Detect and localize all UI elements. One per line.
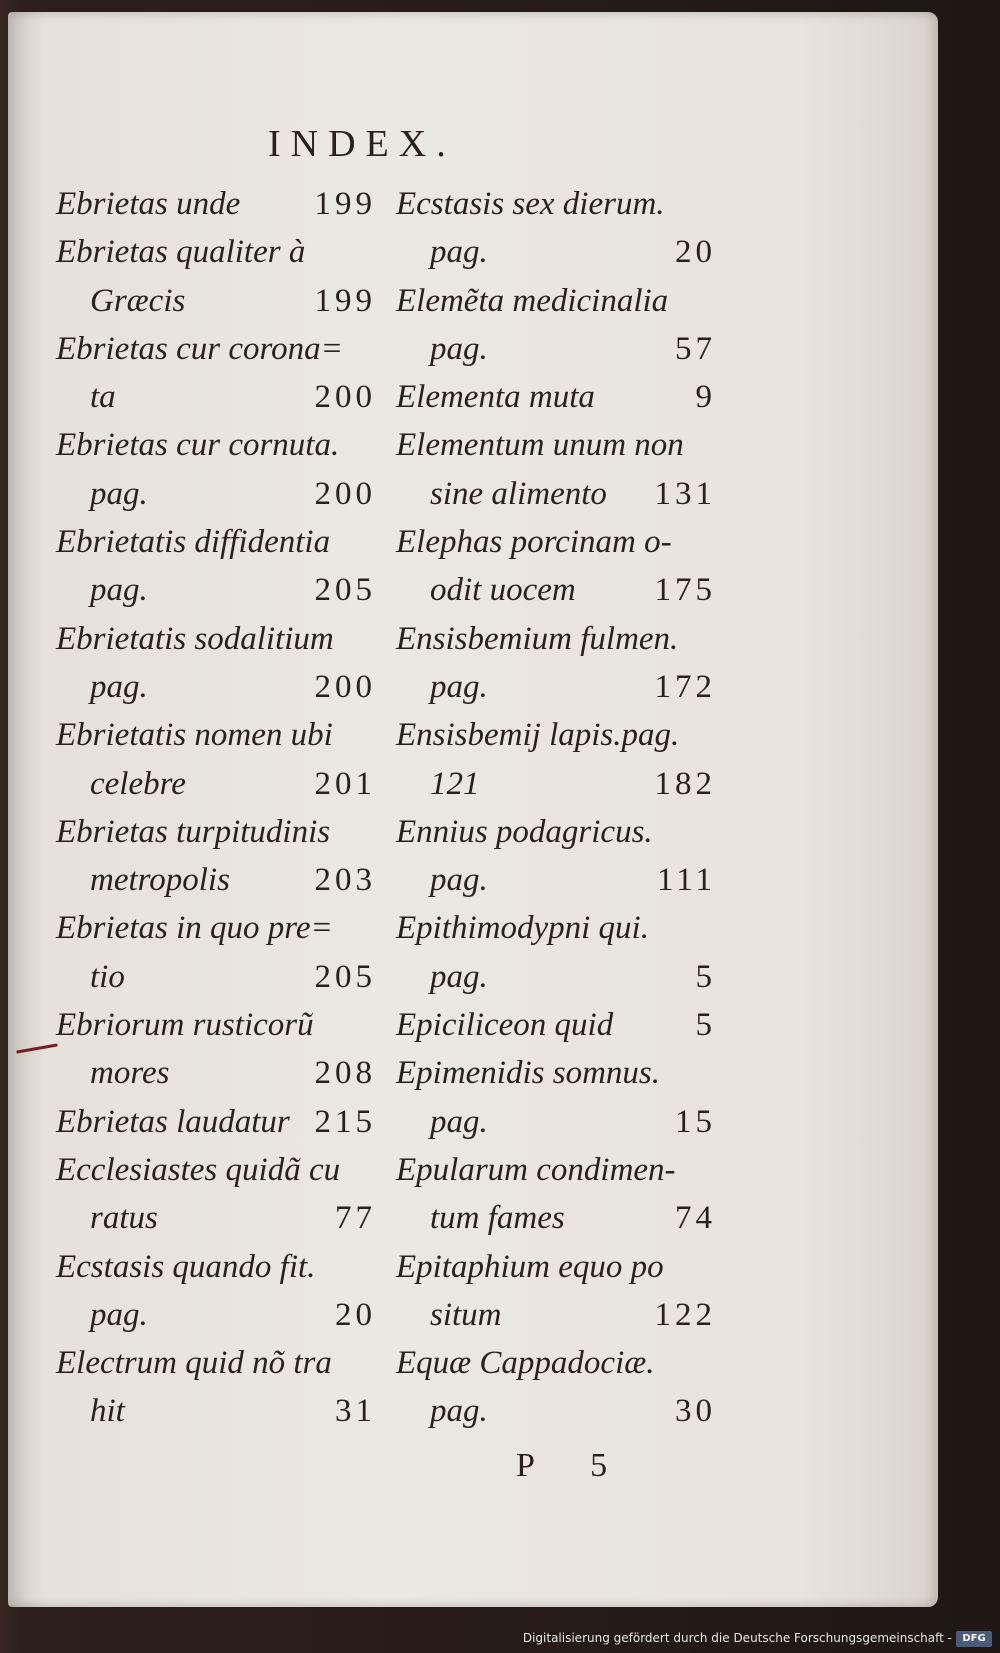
index-entry-line [56,1146,376,1194]
index-entry-text: pag. [430,1103,488,1140]
index-entry-text: Ebrietatis sodalitium [56,620,334,657]
index-entry-page: 205 [314,958,376,995]
index-entry-page: 122 [654,1296,716,1333]
index-entry-text: pag. [430,668,488,705]
index-entry-line [396,904,716,952]
index-entry-page: 31 [335,1393,376,1430]
index-entry-text: sine alimento [430,475,607,512]
index-entry-line [396,1001,716,1049]
index-entry-page: 205 [314,572,376,609]
index-entry-text: hit [90,1393,125,1430]
index-entry-text: Ecstasis quando fit. [56,1248,316,1285]
index-entry-page: 208 [314,1055,376,1092]
index-entry-line [56,711,376,759]
index-column-right [396,180,716,1436]
index-entry-text: celebre [90,765,186,802]
index-entry-line [396,615,716,663]
index-entry-page: 5 [695,958,716,995]
index-entry-text: Ebrietas cur cornuta. [56,427,340,464]
index-entry-line [396,663,716,711]
index-entry-text: pag. [430,1393,488,1430]
index-entry-line [56,808,376,856]
index-entry-text: tum fames [430,1200,565,1237]
index-entry-page: 182 [654,765,716,802]
index-entry-text: Epiciliceon quid [396,1007,614,1044]
signature-mark: P 5 [516,1447,632,1484]
index-entry-page: 9 [695,379,716,416]
index-entry-text: pag. [90,572,148,609]
index-entry-text: Epularum condimen- [396,1151,676,1188]
index-entry-line [56,566,376,614]
index-entry-page: 111 [656,862,716,899]
index-entry-text: Ebrietas cur corona= [56,330,343,367]
index-entry-line [56,1049,376,1097]
index-entry-text: Ensisbemium fulmen. [396,620,679,657]
index-entry-page: 200 [314,668,376,705]
index-entry-text: Epitaphium equo po [396,1248,664,1285]
index-entry-text: 121 [430,765,480,802]
index-entry-text: pag. [430,958,488,995]
index-entry-line [396,373,716,421]
index-entry-line [56,1339,376,1387]
index-entry-line [56,953,376,1001]
index-entry-line [56,1243,376,1291]
index-entry-text: Equæ Cappadociæ. [396,1345,655,1382]
index-entry-line [56,180,376,228]
index-entry-line [56,228,376,276]
index-entry-page: 20 [675,234,716,271]
index-entry-line [56,1291,376,1339]
index-entry-text: pag. [90,1296,148,1333]
index-entry-line [56,277,376,325]
index-entry-text: pag. [430,234,488,271]
index-entry-page: 200 [314,475,376,512]
index-entry-text: Ensisbemij lapis.pag. [396,717,680,754]
index-entry-line [396,856,716,904]
index-entry-text: odit uocem [430,572,576,609]
index-entry-text: pag. [430,330,488,367]
index-entry-line [56,421,376,469]
index-entry-text: Ebrietatis nomen ubi [56,717,333,754]
index-entry-text: Elemẽta medicinalia [396,282,669,319]
index-entry-line [56,470,376,518]
index-entry-text: Epithimodypni qui. [396,910,649,947]
margin-pen-mark [16,1043,58,1053]
index-entry-text: Ebrietas unde [56,186,241,222]
index-column-left [56,180,376,1436]
index-entry-text: Ebrietas in quo pre= [56,910,333,947]
index-entry-page: 20 [335,1296,376,1333]
index-entry-text: tio [90,958,125,995]
index-entry-line [396,1243,716,1291]
index-entry-page: 201 [314,765,376,802]
index-entry-text: pag. [90,475,148,512]
index-entry-page: 131 [654,475,716,512]
index-entry-line [56,1001,376,1049]
index-entry-line [396,1098,716,1146]
index-entry-line [396,470,716,518]
index-entry-line [56,760,376,808]
page-title: INDEX. [268,123,456,165]
index-entry-line [396,808,716,856]
index-entry-text: Ecstasis sex dierum. [396,186,665,222]
index-entry-text: mores [90,1055,170,1092]
index-entry-line [396,760,716,808]
index-entry-text: Ecclesiastes quidã cu [56,1151,341,1188]
dfg-logo: DFG [956,1631,992,1647]
index-entry-line [396,1146,716,1194]
index-entry-line [56,663,376,711]
index-entry-text: Elementa muta [396,379,595,416]
index-entry-line [56,1194,376,1242]
index-entry-line [396,180,716,228]
index-entry-line [396,1049,716,1097]
index-entry-line [396,566,716,614]
index-entry-line [396,711,716,759]
index-entry-page: 215 [314,1103,376,1140]
index-entry-page: 199 [314,186,376,222]
index-entry-text: Epimenidis somnus. [396,1055,660,1092]
index-entry-text: Ebriorum rusticorũ [56,1007,314,1044]
index-entry-page: 203 [314,862,376,899]
index-entry-text: pag. [430,862,488,899]
index-entry-page: 15 [675,1103,716,1140]
index-entry-line [396,1291,716,1339]
index-entry-line [56,325,376,373]
index-entry-line [396,277,716,325]
index-entry-text: ta [90,379,116,416]
digitization-credit: Digitalisierung gefördert durch die Deutsche Forschungsgemeinschaft - [522,1631,952,1645]
index-entry-line [56,1098,376,1146]
index-entry-line [56,518,376,566]
index-entry-page: 30 [675,1393,716,1430]
index-entry-line [396,421,716,469]
index-entry-text: Ennius podagricus. [396,813,653,850]
index-entry-line [56,373,376,421]
index-entry-text: Ebrietas turpitudinis [56,813,331,850]
index-entry-page: 175 [654,572,716,609]
index-entry-page: 5 [695,1007,716,1044]
index-entry-text: ratus [90,1200,158,1237]
index-entry-text: Græcis [90,282,186,319]
index-entry-page: 77 [335,1200,376,1237]
index-entry-text: pag. [90,668,148,705]
index-entry-text: Ebrietas laudatur [56,1103,290,1140]
index-entry-line [56,1387,376,1435]
index-entry-text: Ebrietas qualiter à [56,234,306,271]
index-entry-page: 200 [314,379,376,416]
index-entry-text: Ebrietatis diffidentia [56,524,331,561]
index-entry-line [56,904,376,952]
index-entry-text: Elementum unum non [396,427,684,464]
index-entry-page: 172 [654,668,716,705]
index-entry-page: 57 [675,330,716,367]
index-entry-page: 74 [675,1200,716,1237]
index-entry-line [396,325,716,373]
index-entry-line [396,953,716,1001]
index-entry-line [396,1339,716,1387]
index-entry-line [396,1387,716,1435]
index-entry-line [396,1194,716,1242]
index-entry-line [396,228,716,276]
index-entry-page: 199 [314,282,376,319]
index-entry-text: Electrum quid nõ tra [56,1345,332,1382]
index-entry-text: metropolis [90,862,230,899]
index-entry-text: Elephas porcinam o- [396,524,672,561]
index-entry-line [56,615,376,663]
index-entry-line [56,856,376,904]
index-entry-line [396,518,716,566]
index-entry-text: situm [430,1296,502,1333]
